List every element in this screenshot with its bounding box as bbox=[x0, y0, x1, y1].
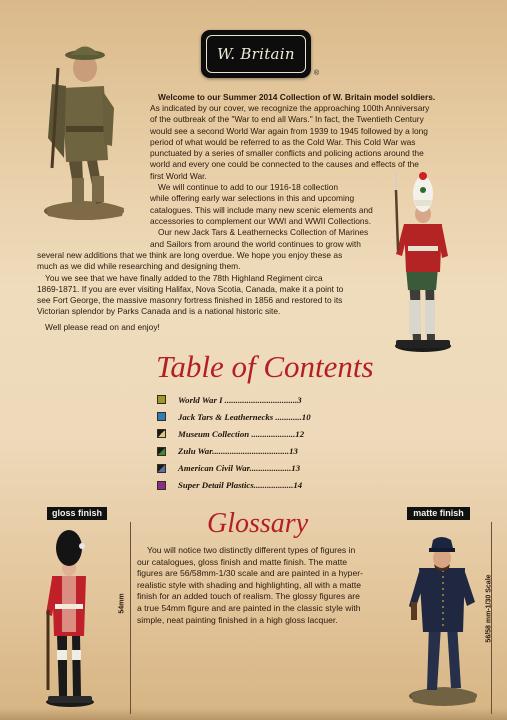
toc-title: Table of Contents bbox=[156, 349, 374, 384]
toc-item-super-detail-plastics[interactable] bbox=[157, 480, 337, 491]
toc-list bbox=[157, 394, 337, 497]
intro-line: first World War. bbox=[150, 170, 207, 181]
intro-line: and Sailors from around the world continues to grow with bbox=[150, 238, 361, 249]
glossary-line: realistic style with shading and highlighting, all with a matte bbox=[137, 579, 362, 590]
intro-closing: Well please read on and enjoy! bbox=[45, 321, 160, 332]
toc-item-label: Zulu War...................................13 bbox=[178, 446, 298, 457]
intro-line: accessories to complement our WWI and WWII Collections. bbox=[150, 215, 372, 226]
glossary-line: finish for an added touch of realism. The glossy figures are bbox=[137, 591, 360, 602]
glossary-line: figures are 56/58mm-1/30 scale and are painted in a hyper- bbox=[137, 568, 363, 579]
glossary-line: You will notice two distinctly different types of figures in bbox=[147, 545, 356, 555]
intro-lead: Welcome to our Summer 2014 Collection of W. Britain model soldiers. bbox=[158, 92, 436, 102]
gloss-divider-line bbox=[130, 522, 131, 714]
toc-item-zulu-war[interactable] bbox=[157, 446, 337, 457]
gloss-soldier-figure bbox=[40, 530, 100, 710]
intro-line: see Fort George, the massive masonry fortress finished in 1856 and restored to its bbox=[37, 295, 343, 306]
glossary-text bbox=[137, 545, 382, 626]
intro-line: Victorian splendor by Parks Canada and is a national historic site. bbox=[37, 306, 281, 317]
brand-logo bbox=[201, 30, 319, 78]
registered-mark: ® bbox=[313, 70, 319, 77]
intro-line: several new additions that we think are long overdue. We hope you enjoy these as bbox=[37, 250, 343, 260]
toc-color-swatch bbox=[157, 464, 166, 473]
toc-color-swatch bbox=[157, 481, 166, 490]
glossary-line: our catalogues, gloss finish and matte finish. The matte bbox=[137, 556, 348, 567]
toc-item-american-civil-war[interactable] bbox=[157, 463, 337, 474]
glossary-title: Glossary bbox=[207, 508, 309, 539]
highlander-figure bbox=[392, 150, 454, 358]
brand-logo-text: W. Britain bbox=[206, 35, 306, 73]
toc-item-label: Jack Tars & Leathernecks ............10 bbox=[178, 411, 311, 422]
intro-line: world and every one could be connected to the causes and effects of the bbox=[150, 159, 419, 170]
matte-finish-badge: matte finish bbox=[407, 507, 470, 520]
toc-color-swatch bbox=[157, 447, 166, 456]
toc-item-label: World War I .................................3 bbox=[178, 394, 302, 405]
glossary-line: a true 54mm figure and are painted in the classic style with bbox=[137, 602, 361, 613]
toc-item-jack-tars[interactable] bbox=[157, 411, 337, 422]
toc-item-label: American Civil War...................13 bbox=[178, 463, 301, 474]
intro-line: catalogues. This will include many new scenic elements and bbox=[150, 204, 373, 215]
toc-item-label: Super Detail Plastics..................14 bbox=[178, 480, 303, 491]
intro-line: Our new Jack Tars & Leathernecks Collection of Marines bbox=[158, 227, 369, 238]
page-bottom-shade bbox=[0, 708, 507, 720]
intro-line: of the outbreak of the "War to end all Wars." In fact, the Twentieth Century bbox=[150, 114, 424, 125]
toc-color-swatch bbox=[157, 395, 166, 404]
intro-line: We will continue to add to our 1916-18 collection bbox=[158, 182, 339, 193]
intro-line: while offering early war selections in this and upcoming bbox=[150, 193, 355, 204]
toc-item-label: Museum Collection ....................12 bbox=[178, 428, 305, 439]
toc-color-swatch bbox=[157, 412, 166, 421]
intro-line: would see a second World War again from 1939 to 1945 followed by a long bbox=[150, 125, 428, 136]
intro-line: As indicated by our cover, we recognize the approaching 100th Anniversary bbox=[150, 103, 430, 113]
union-officer-figure bbox=[405, 528, 481, 708]
wwi-soldier-figure bbox=[38, 28, 130, 223]
toc-item-world-war-i[interactable] bbox=[157, 394, 337, 405]
intro-line: punctuated by a series of smaller conflicts and policing actions around the bbox=[150, 148, 424, 159]
glossary-line: simple, neat painting finished in a high gloss lacquer. bbox=[137, 614, 338, 625]
gloss-scale-label: 54mm bbox=[118, 593, 126, 614]
intro-line: much as we did while researching and designing them. bbox=[37, 261, 241, 272]
intro-line: You we see that we have finally added to the 78th Highland Regiment circa bbox=[45, 272, 323, 283]
toc-item-museum-collection[interactable] bbox=[157, 428, 337, 439]
matte-scale-label: 56/58 mm-1/30 Scale bbox=[485, 574, 493, 643]
intro-line: 1869-1871. If you are ever visiting Halifax, Nova Scotia, Canada, make it a point to bbox=[37, 283, 344, 294]
toc-color-swatch bbox=[157, 429, 166, 438]
intro-line: period of what would be referred to as the Cold War. This Cold War was bbox=[150, 136, 416, 147]
gloss-finish-badge: gloss finish bbox=[47, 507, 107, 520]
